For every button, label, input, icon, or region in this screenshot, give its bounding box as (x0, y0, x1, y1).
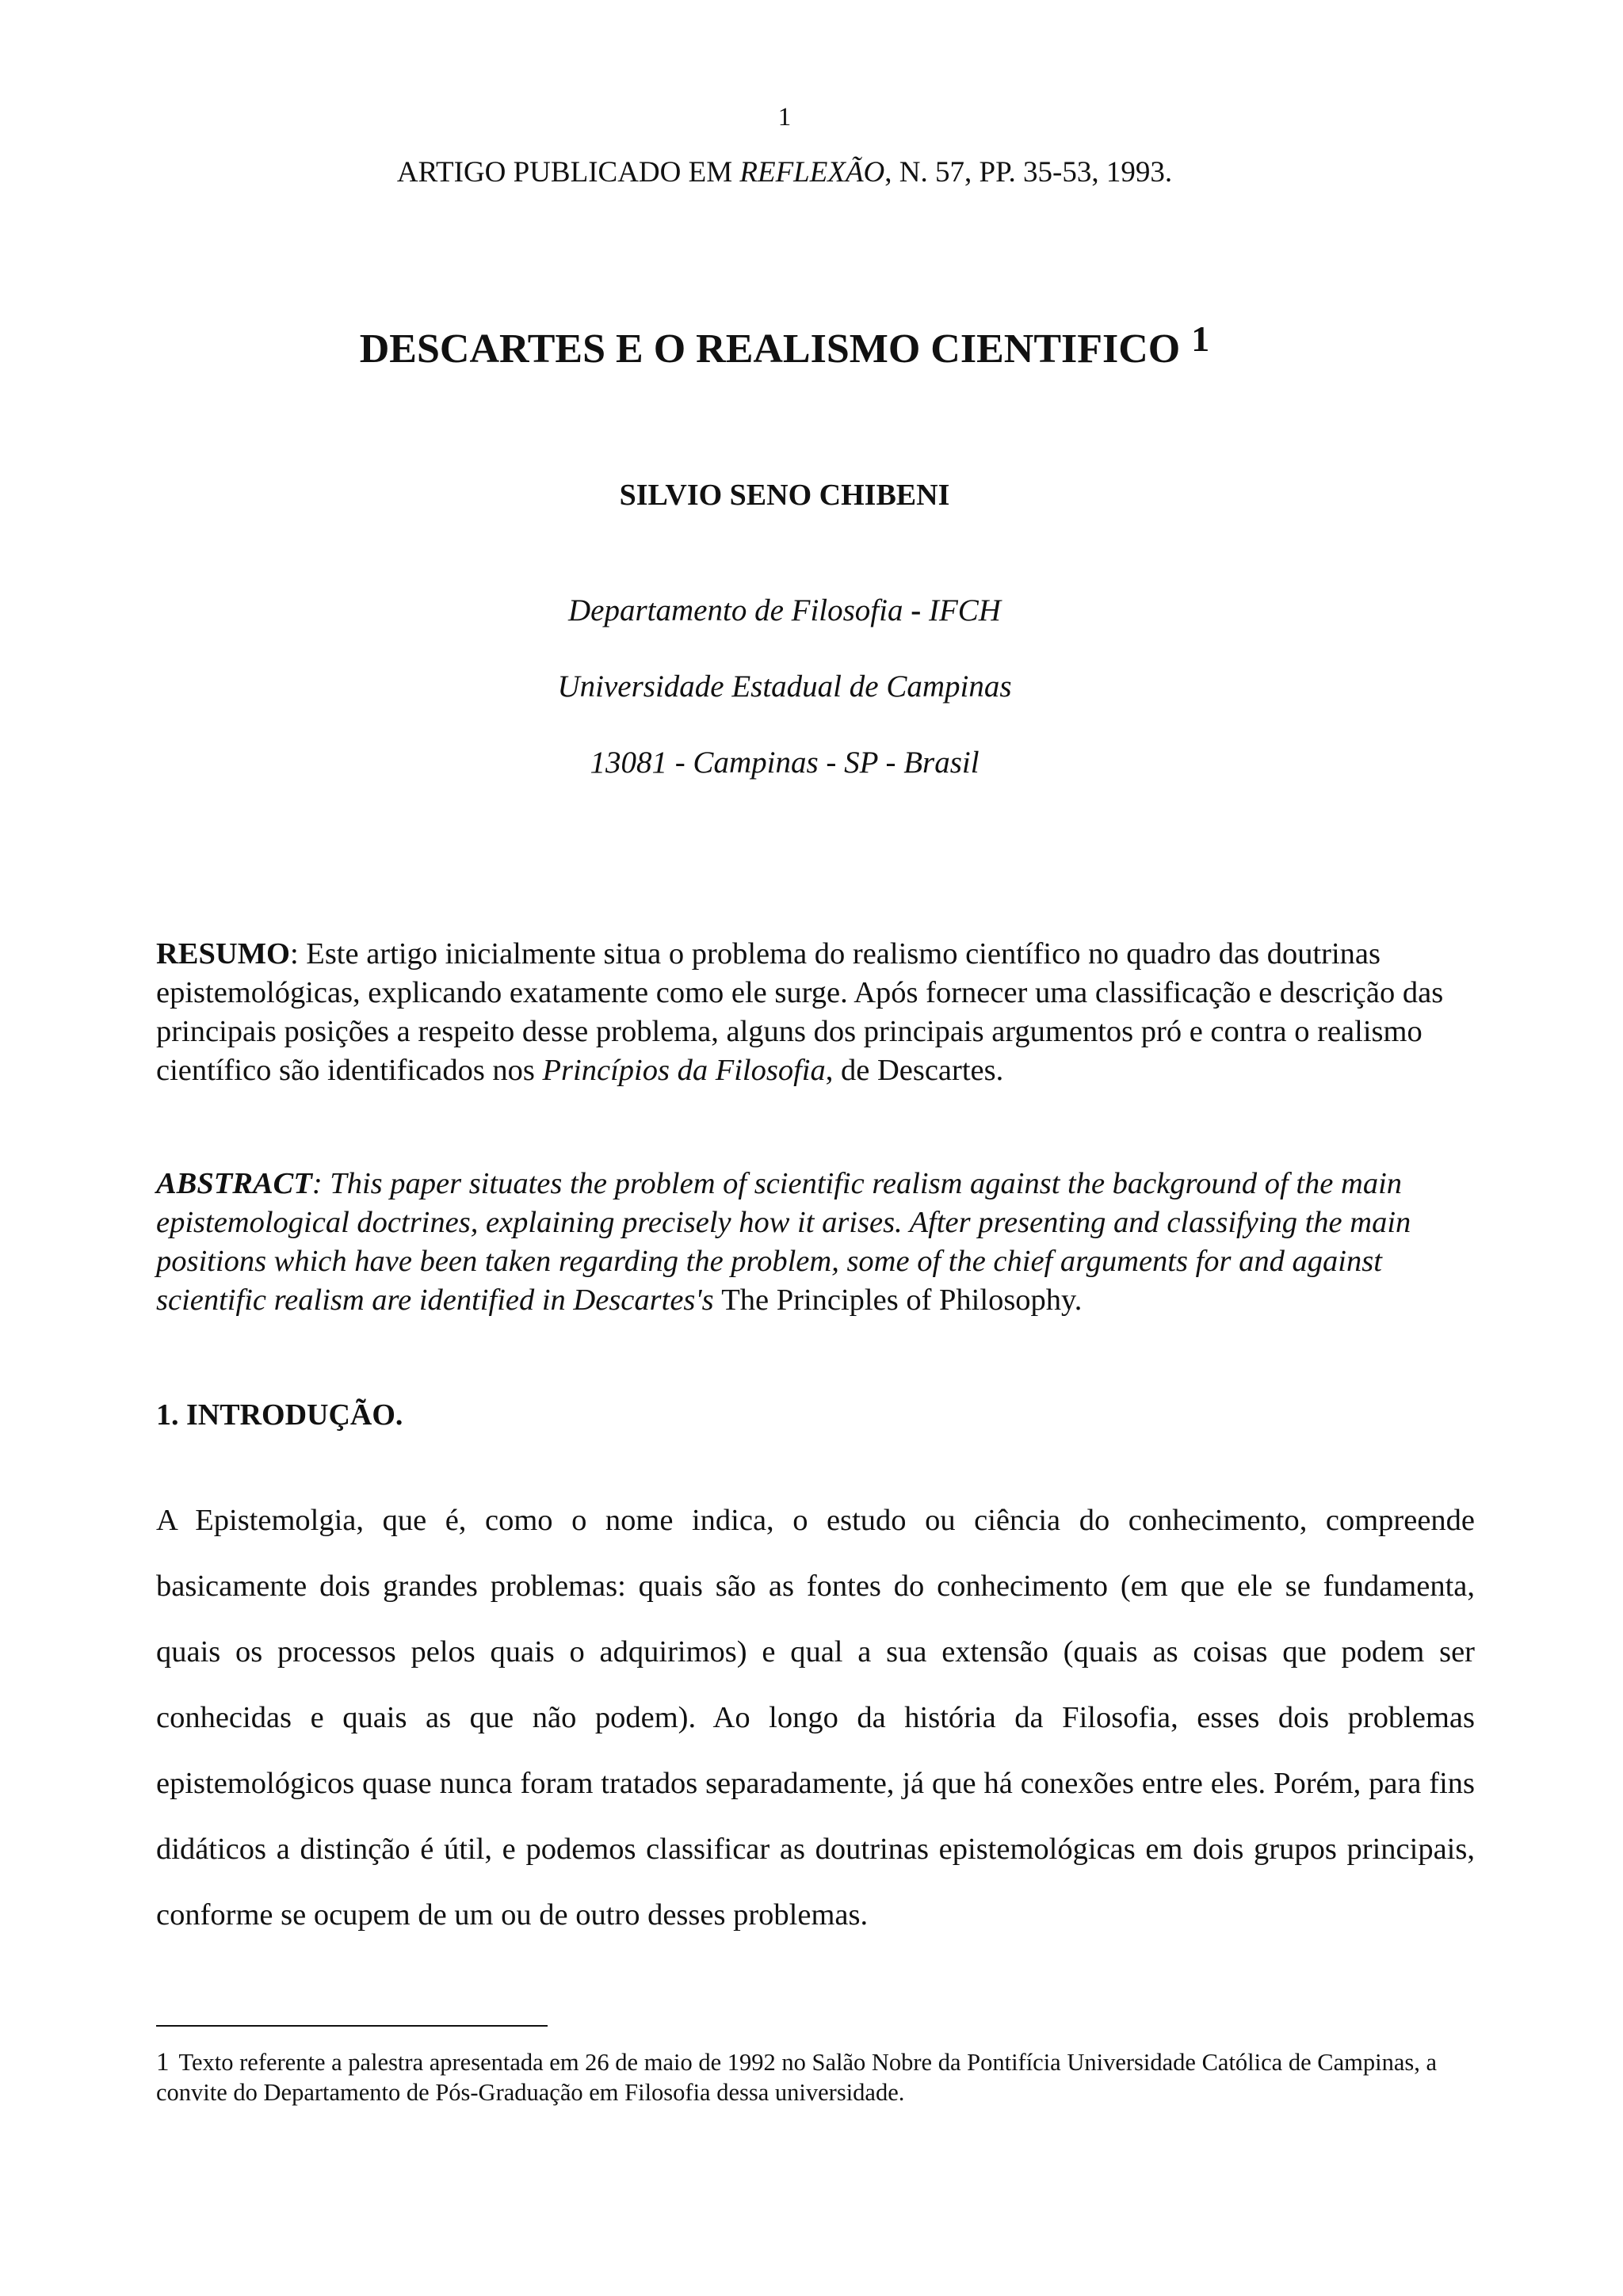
affiliation-address: 13081 - Campinas - SP - Brasil (590, 746, 980, 780)
author-name: SILVIO SENO CHIBENI (619, 479, 950, 512)
publication-line (0, 155, 1569, 190)
publication-prefix: ARTIGO PUBLICADO EM (396, 156, 740, 189)
resumo-text: : Este artigo inicialmente situa o problema do realismo científico no quadro das doutrinas epistemológicas, explicando exatamente como ele surge. Após fornecer uma classificação e descrição das principais posições a respeito desse problema, alguns dos principais argumentos pró e contra o realismo científico são identificados nos (156, 937, 1444, 1087)
affiliation-department (0, 593, 1569, 629)
abstract-paragraph (156, 1165, 1475, 1320)
abstract-work-title: The Principles of Philosophy. (721, 1283, 1083, 1317)
intro-paragraph: A Epistemolgia, que é, como o nome indica, o estudo ou ciência do conhecimento, compreende basicamente dois grandes problemas: quais são as fontes do conhecimento (em que ele se fundamenta, quais os processos pelos quais o adquirimos) e qual a sua extensão (quais as coisas que podem ser conhecidas e quais as que não podem). Ao longo da história da Filosofia, esses dois problemas epistemológicos quase nunca foram tratados separadamente, já que há conexões entre eles. Porém, para fins didáticos a distinção é útil, e podemos classificar as doutrinas epistemológicas em dois grupos principais, conforme se ocupem de um ou de outro desses problemas. (156, 1504, 1475, 1932)
resumo-text-end: , de Descartes. (825, 1054, 1004, 1087)
resumo-work-title: Princípios da Filosofia (542, 1054, 826, 1087)
paper-title (0, 314, 1569, 375)
footnote (156, 2047, 1475, 2107)
journal-name: REFLEXÃO (739, 156, 885, 189)
title-footnote-marker: 1 (1191, 318, 1210, 359)
institute-name: IFCH (928, 593, 1001, 627)
footnote-divider (156, 2025, 548, 2027)
affiliation-university: Universidade Estadual de Campinas (557, 669, 1012, 704)
resumo-label: RESUMO (156, 937, 290, 971)
department-separator: - (903, 593, 929, 627)
abstract-label: ABSTRACT (156, 1167, 312, 1200)
resumo-paragraph (156, 935, 1475, 1090)
abstract-text: : This paper situates the problem of scientific realism against the background of the main epistemological doctrines, explaining precisely how it arises. After presenting and classifying the main positions which have been taken regarding the problem, some of the chief arguments for and against scientific realism are identified in Descartes's (156, 1167, 1411, 1317)
publication-suffix: , N. 57, PP. 35-53, 1993. (884, 156, 1173, 189)
section-heading: 1. INTRODUÇÃO. (156, 1398, 403, 1432)
footnote-marker: 1 (156, 2048, 170, 2077)
department-name: Departamento de Filosofia (568, 593, 903, 627)
footnote-text: Texto referente a palestra apresentada em 26 de maio de 1992 no Salão Nobre da Pontifícia Universidade Católica de Campinas, a convite do Departamento de Pós-Graduação em Filosofia dessa universidade. (156, 2049, 1438, 2106)
page-number: 1 (777, 103, 792, 132)
paper-title-text: DESCARTES E O REALISMO CIENTIFICO (359, 326, 1181, 372)
